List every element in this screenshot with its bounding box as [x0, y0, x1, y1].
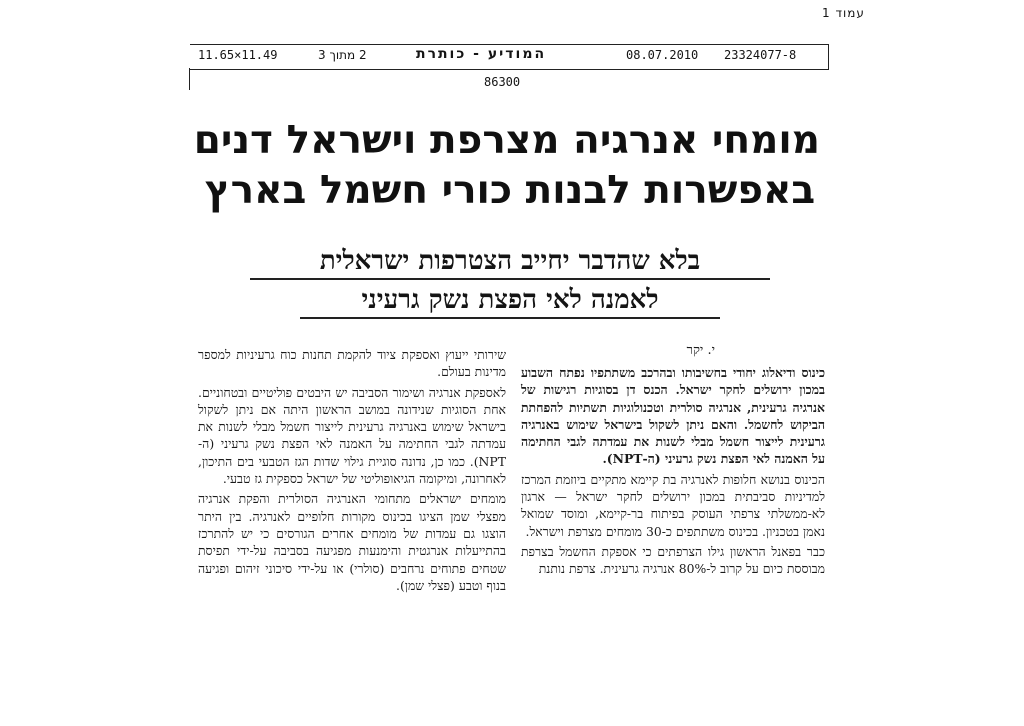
clip-date: 08.07.2010 — [626, 48, 699, 62]
article-right-column — [521, 343, 825, 581]
subheadline-1 — [250, 244, 770, 280]
clip-code: 23324077-8 — [724, 48, 797, 62]
paragraph: הכינוס בנושא חלופות לאנרגיה בת קיימא מתקיים ביוזמת המרכז למדיניות סביבתית במכון ירושלים לחקר ישראל — ארגון לא-ממשלתי צרפתי העוסק בפיתוח בר-קיימא, ומוסד שמואל נאמן בטכניון. בכינוס משתתפים כ-30 מומחים מצרפת וישראל. — [521, 471, 825, 539]
paragraph: מומחים ישראלים מתחומי האנרגיה הסולרית והפקת אנרגיה מפצלי שמן הציגו בכינוס מקורות חלופיים לאנרגיה. בין היתר הוצגו גם עמדות של מומחים אחרים הגורסים כי יש להתרכז בהתייעלות אנרגטית והימנעות מפגיעה בסביבה על-ידי תפיסת שטחים פתוחים נרחבים (סולרי) או על-ידי סיכוני זיהום ופגיעה בנוף וטבע (פצלי שמן). — [198, 491, 506, 593]
clip-size: 11.65×11.49 — [198, 48, 278, 62]
page-marker: עמוד 1 — [822, 6, 865, 20]
subheadline-1-text: בלא שהדבר יחייב הצטרפות ישראלית — [319, 246, 701, 276]
headline-line-1: מומחי אנרגיה מצרפת וישראל דנים — [193, 118, 820, 163]
clip-page-of: 2 מתוך 3 — [318, 48, 367, 62]
clip-publication: המודיע - כותרת — [416, 46, 547, 62]
subheadline-2 — [300, 283, 720, 319]
paragraph: כינוס ודיאלוג יחודי בחשיבותו ובהרכב משתתפיו נפתח השבוע במכון ירושלים לחקר ישראל. הכנס דן בסוגיות רגישות של אנרגיה גרעינית, אנרגיה סולרית וטכנולוגיות תשתיות להפחתת הביקוש לחשמל. והאם ניתן לשקול בישראל שימוש באנרגיה גרעינית לייצור חשמל מבלי לשנות את עמדתה לגבי החתימה על האמנה לאי הפצת נשק גרעיני (ה-NPT). — [521, 365, 825, 467]
clipping-header-strip — [190, 44, 829, 70]
byline: י. יקר — [686, 343, 715, 358]
issue-number: 86300 — [484, 75, 521, 89]
subheadline-2-text: לאמנה לאי הפצת נשק גרעיני — [361, 285, 659, 315]
paragraph: שירותי ייעוץ ואספקת ציוד להקמת תחנות כוח גרעיניות למספר מדינות בעולם. — [198, 347, 506, 380]
paragraph: כבר בפאנל הראשון גילו הצרפתים כי אספקת החשמל בצרפת מבוססת כיום על קרוב ל-80% אנרגיה גרעינית. צרפת נותנת — [521, 543, 825, 577]
paragraph: לאספקת אנרגיה ושימור הסביבה יש היבטים פוליטיים ובטחוניים. אחת הסוגיות שנידונה במושב הראשון היתה אם ניתן לשקול בישראל שימוש באנרגיה גרעינית לייצור חשמל מבלי לשנות את עמדתה לגבי החתימה על האמנה לאי הפצת נשק גרעיני (ה-NPT). כמו כן, נדונה סוגיית גילוי שדות הגז הטבעי בים התיכון, לאחרונה, ומיקומה הגיאופוליטי של ישראל כספקית גז טבעי. — [198, 384, 506, 487]
article-left-column — [198, 346, 506, 597]
strip-divider — [189, 68, 190, 90]
headline-line-2: באפשרות לבנות כורי חשמל בארץ — [204, 168, 816, 213]
